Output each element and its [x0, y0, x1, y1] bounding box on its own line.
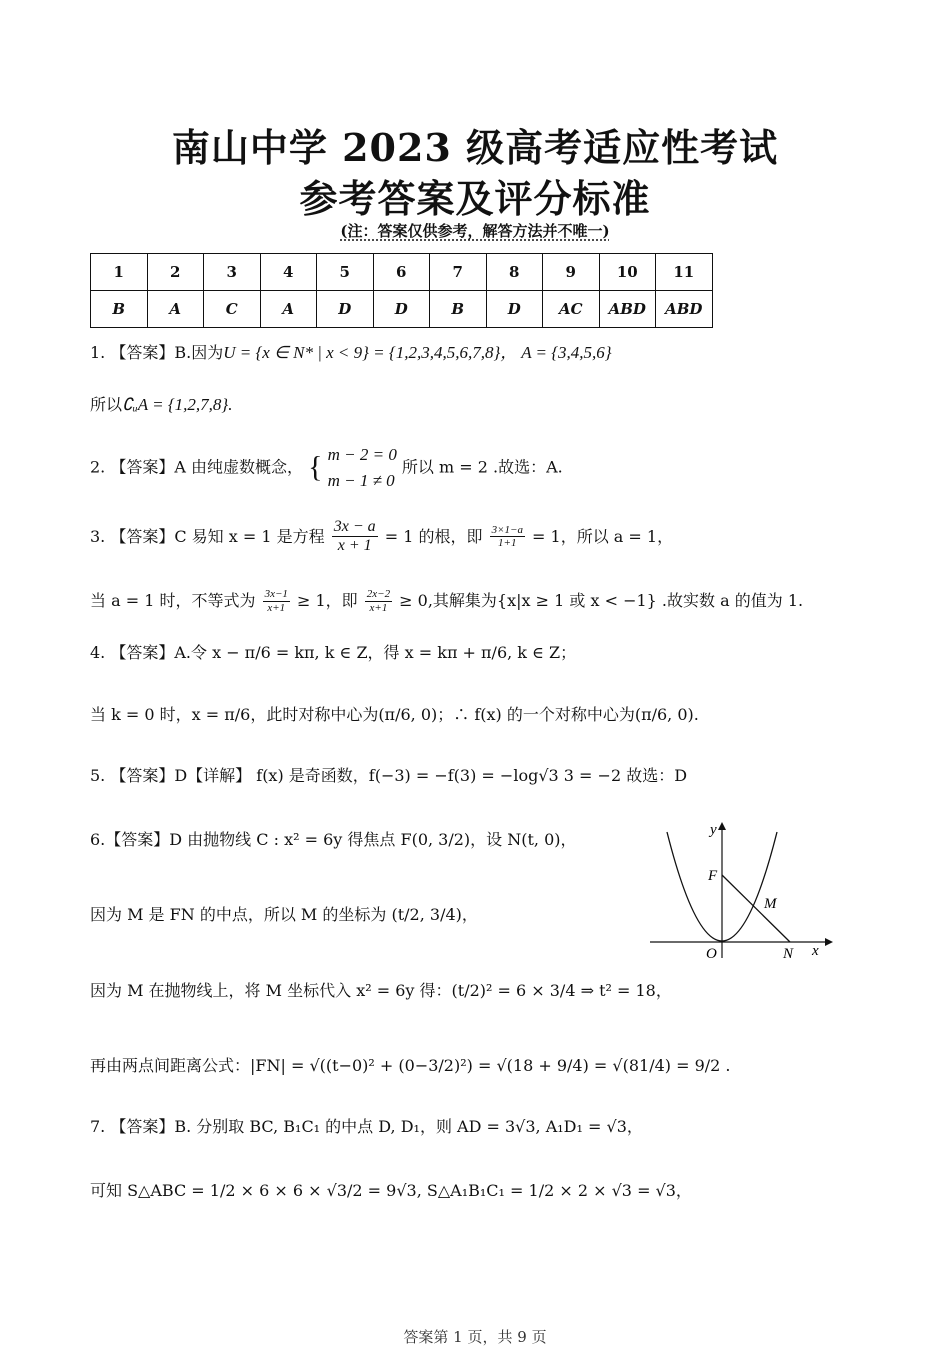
question-number-cell: 11: [656, 254, 713, 291]
question-number-cell: 6: [373, 254, 430, 291]
y-axis-arrow-icon: [718, 822, 726, 830]
solution-3-prefix: 3. 【答案】C 易知 x = 1 是方程: [90, 526, 325, 546]
solution-3-suffix: = 1，所以 a = 1，: [532, 526, 674, 546]
solution-7-line2: 可知 S△ABC = 1/2 × 6 × 6 × √3/2 = 9√3, S△A₁B₁C₁ = 1/2 × 2 × √3 = √3，: [90, 1181, 692, 1200]
fraction-denominator: x + 1: [337, 537, 372, 555]
brace-icon: {: [308, 450, 323, 484]
solution-3-line2: [90, 588, 803, 614]
solution-2-suffix: 所以 m = 2 .故选：A.: [401, 457, 563, 477]
solution-3-fraction: [332, 518, 378, 556]
solution-4-line2: 当 k = 0 时，x = π/6，此时对称中心为(π/6, 0)；∴ f(x) 的一个对称中心为(π/6, 0).: [90, 705, 699, 724]
answer-table: [90, 253, 713, 328]
question-number-cell: 8: [486, 254, 543, 291]
answer-cell: D: [373, 291, 430, 328]
note-text: (注：答案仅供参考，解答方法并不唯一): [340, 222, 610, 240]
fraction-numerator: 3×1−a: [491, 523, 523, 536]
fraction-denominator: 1+1: [498, 537, 517, 550]
solution-3-line2-c: ≥ 0,其解集为{x|x ≥ 1 或 x < −1} .故实数 a 的值为 1.: [399, 591, 804, 611]
solution-1-line2: [90, 396, 232, 413]
solution-1-formula: U = {x ∈ N* | x < 9} = {1,2,3,4,5,6,7,8}， A = {3,4,5,6}: [223, 343, 612, 362]
answer-cell: AC: [543, 291, 600, 328]
answer-cell: B: [430, 291, 487, 328]
answer-cell: C: [204, 291, 261, 328]
question-number-cell: 5: [317, 254, 374, 291]
note: [0, 220, 950, 241]
answer-cell: A: [260, 291, 317, 328]
fraction-numerator: 3x−1: [264, 588, 288, 600]
solution-6-line2: 因为 M 是 FN 的中点，所以 M 的坐标为 (t/2, 3/4)，: [90, 905, 478, 924]
solution-7: 7. 【答案】B. 分别取 BC, B₁C₁ 的中点 D, D₁，则 AD = 3√3, A₁D₁ = √3，: [90, 1117, 643, 1136]
page-subtitle: 参考答案及评分标准: [299, 176, 651, 221]
answer-table-answer-row: [91, 291, 713, 328]
solution-2-eq2: m − 1 ≠ 0: [327, 470, 395, 490]
fraction-numerator: 2x−2: [366, 588, 391, 600]
solution-2-eq1: m − 2 = 0: [327, 445, 397, 464]
solution-2: [90, 442, 563, 493]
question-number-cell: 1: [91, 254, 148, 291]
solution-4: 4. 【答案】A.令 x − π/6 = kπ, k ∈ Z，得 x = kπ + π/6, k ∈ Z；: [90, 643, 577, 662]
solution-6: 6.【答案】D 由抛物线 C : x² = 6y 得焦点 F(0, 3/2)，设 N(t, 0)，: [90, 830, 577, 849]
solution-3-fraction4: [365, 588, 392, 614]
solution-1-prefix: 1. 【答案】B.因为: [90, 343, 224, 362]
answer-cell: D: [317, 291, 374, 328]
label-f: F: [708, 868, 718, 884]
answer-cell: ABD: [599, 291, 656, 328]
question-number-cell: 7: [430, 254, 487, 291]
fraction-denominator: x+1: [369, 601, 388, 614]
solution-2-system: [328, 442, 397, 493]
answer-cell: A: [147, 291, 204, 328]
solution-5: 5. 【答案】D【详解】 f(x) 是奇函数，f(−3) = −f(3) = −log√3 3 = −2 故选：D: [90, 766, 688, 785]
solution-3-fraction3: [263, 588, 290, 614]
solution-6-line4: 再由两点间距离公式：|FN| = √((t−0)² + (0−3/2)²) = √(18 + 9/4) = √(81/4) = 9/2 .: [90, 1056, 731, 1075]
question-number-cell: 3: [204, 254, 261, 291]
fraction-denominator: x+1: [267, 601, 286, 614]
segment-fn: [722, 875, 790, 942]
fraction-numerator: 3x − a: [332, 518, 378, 537]
solution-1: [90, 344, 612, 361]
answer-cell: ABD: [656, 291, 713, 328]
label-m: M: [764, 896, 777, 912]
question-number-cell: 4: [260, 254, 317, 291]
question-number-cell: 2: [147, 254, 204, 291]
page-title: 南山中学 2023 级高考适应性考试: [171, 125, 779, 170]
answer-table-number-row: [91, 254, 713, 291]
solution-1-line2-formula: ∁ᵤA = {1,2,7,8}.: [122, 395, 233, 414]
label-n: N: [783, 946, 794, 962]
answer-cell: D: [486, 291, 543, 328]
question-number-cell: 9: [543, 254, 600, 291]
label-x: x: [812, 943, 819, 959]
x-axis-arrow-icon: [825, 938, 833, 946]
solution-2-prefix: 2. 【答案】A 由纯虚数概念，: [90, 457, 303, 477]
solution-3: [90, 518, 673, 556]
solution-3-fraction2: [490, 524, 525, 550]
solution-6-line3: 因为 M 在抛物线上，将 M 坐标代入 x² = 6y 得：(t/2)² = 6 × 3/4 ⇒ t² = 18，: [90, 981, 672, 1000]
solution-3-line2-a: 当 a = 1 时，不等式为: [90, 591, 256, 611]
parabola-figure: [650, 818, 835, 963]
solution-3-mid: = 1 的根，即: [384, 526, 483, 546]
label-y: y: [710, 822, 717, 838]
question-number-cell: 10: [599, 254, 656, 291]
answer-cell: B: [91, 291, 148, 328]
page-footer: 答案第 1 页，共 9 页: [403, 1328, 547, 1346]
label-o: O: [706, 946, 717, 962]
solution-3-line2-b: ≥ 1，即: [296, 591, 358, 611]
solution-1-line2-prefix: 所以: [90, 395, 123, 414]
